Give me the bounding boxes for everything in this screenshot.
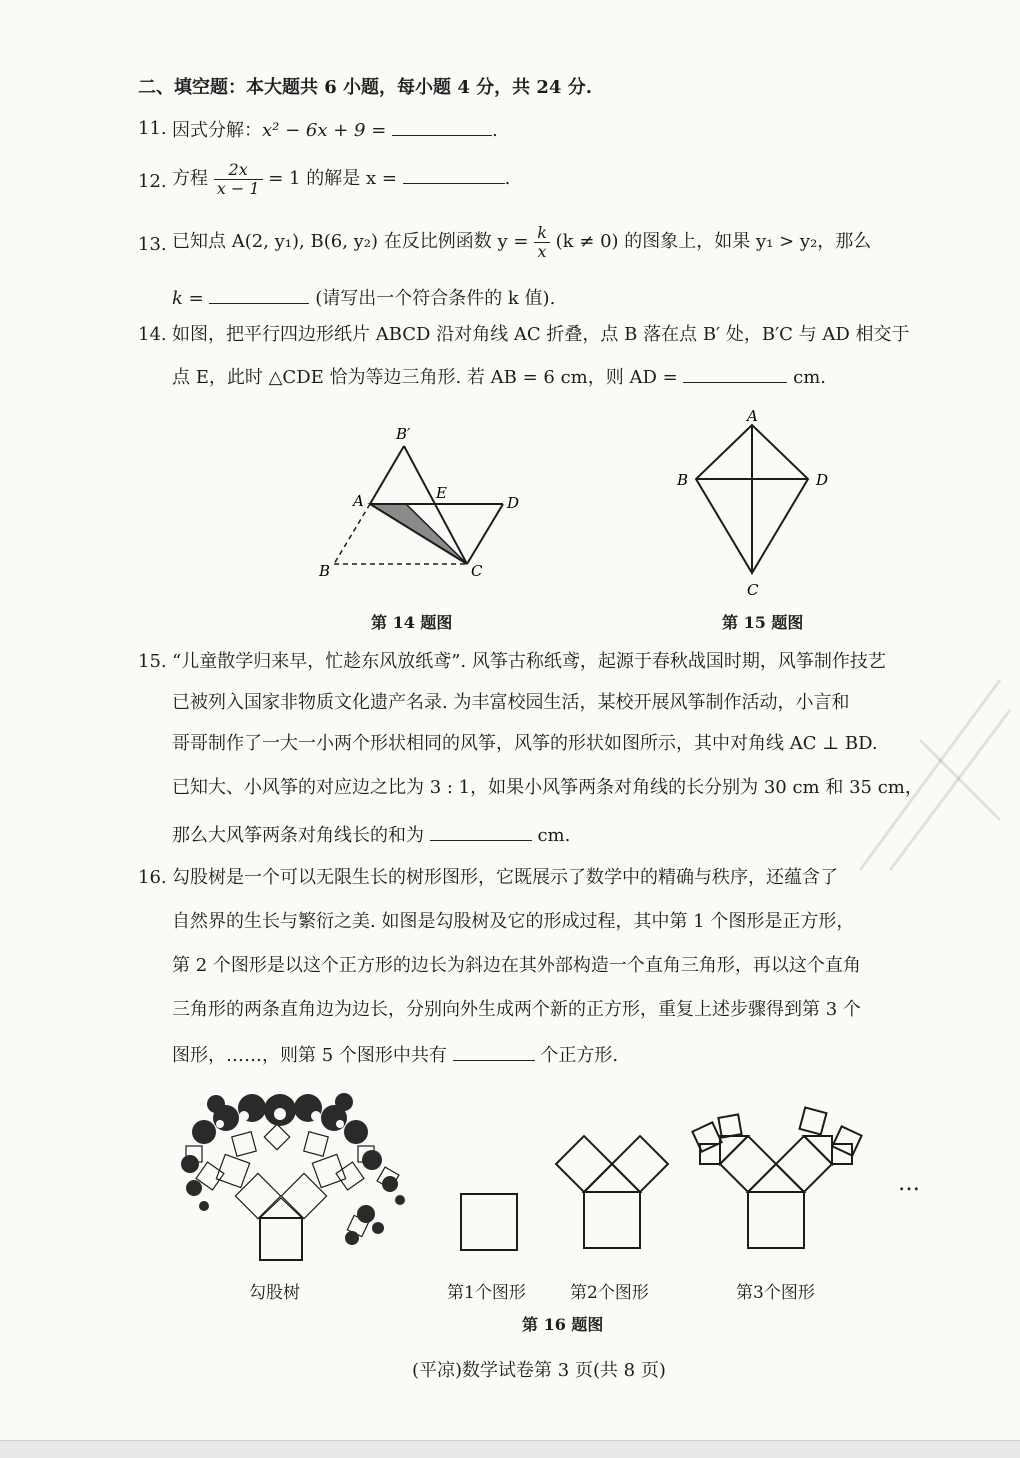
label-D: D bbox=[507, 494, 520, 512]
figure-14-diagram bbox=[300, 418, 550, 588]
q13-line1-end: (k ≠ 0) 的图象上，如果 y₁ > y₂，那么 bbox=[555, 231, 872, 252]
q14-unit: cm. bbox=[793, 367, 827, 388]
label-figure-1: 第1个图形 bbox=[447, 1283, 526, 1303]
q12-fraction-denominator: x − 1 bbox=[216, 178, 260, 198]
segment-DC bbox=[467, 504, 503, 564]
square-1 bbox=[461, 1194, 517, 1250]
viewer-bottom-bar bbox=[0, 1440, 1020, 1458]
q16-line5-text: 图形，……，则第 5 个图形中共有 bbox=[172, 1045, 447, 1066]
label-C: C bbox=[747, 581, 759, 599]
q16-answer-blank[interactable] bbox=[453, 1042, 535, 1061]
label-B: B bbox=[677, 471, 689, 489]
label-A: A bbox=[747, 407, 758, 425]
q14-line2-text: 点 E，此时 △CDE 恰为等边三角形. 若 AB = 6 cm，则 AD = bbox=[172, 367, 678, 388]
q12-prompt: 方程 bbox=[172, 168, 208, 189]
figure-2-shape bbox=[552, 1128, 672, 1260]
q16-number: 16. bbox=[138, 867, 167, 888]
page-footer: (平凉)数学试卷第 3 页(共 8 页) bbox=[412, 1360, 666, 1381]
q16-line5 bbox=[172, 1042, 618, 1068]
segment-AB-prime bbox=[370, 446, 404, 504]
label-pythagoras-tree: 勾股树 bbox=[249, 1283, 300, 1303]
q12-answer-blank[interactable] bbox=[403, 165, 505, 184]
q12-equation-tail: = 1 的解是 x = bbox=[268, 168, 397, 189]
q13-fraction-numerator: k bbox=[534, 224, 550, 243]
q15-line5 bbox=[172, 822, 570, 848]
label-B-prime: B′ bbox=[396, 425, 411, 443]
q14-answer-blank[interactable] bbox=[683, 364, 787, 383]
q13-instruction: (请写出一个符合条件的 k 值). bbox=[315, 288, 556, 309]
q16-line1: 勾股树是一个可以无限生长的树形图形，它既展示了数学中的精确与秩序，还蕴含了 bbox=[172, 867, 838, 888]
label-C: C bbox=[471, 562, 483, 580]
label-D: D bbox=[816, 471, 829, 489]
q16-line4: 三角形的两条直角边为边长，分别向外生成两个新的正方形，重复上述步骤得到第 3 个 bbox=[172, 999, 861, 1020]
q13-line1-start: 已知点 A(2, y₁), B(6, y₂) 在反比例函数 y = bbox=[172, 231, 529, 252]
pythagoras-tree-image bbox=[180, 1088, 425, 1273]
q13-answer-blank[interactable] bbox=[209, 285, 309, 304]
q15-line4: 已知大、小风筝的对应边之比为 3 : 1，如果小风筝两条对角线的长分别为 30 cm 和 35 cm， bbox=[172, 777, 923, 798]
q15-number: 15. bbox=[138, 651, 167, 672]
q15-unit: cm. bbox=[537, 825, 571, 846]
ellipsis: … bbox=[898, 1171, 920, 1196]
label-figure-3: 第3个图形 bbox=[736, 1283, 815, 1303]
q15-line3: 哥哥制作了一大一小两个形状相同的风筝，风筝的形状如图所示，其中对角线 AC ⊥ BD. bbox=[172, 733, 878, 754]
q11-prompt: 因式分解： bbox=[172, 120, 262, 141]
q13-number: 13. bbox=[138, 234, 167, 255]
label-B: B bbox=[319, 562, 331, 580]
figure-3-shape bbox=[690, 1100, 870, 1260]
figure-16-caption: 第 16 题图 bbox=[522, 1315, 604, 1334]
figure-15-caption: 第 15 题图 bbox=[722, 613, 804, 632]
q14-number: 14. bbox=[138, 324, 167, 345]
q13-line1 bbox=[172, 220, 871, 264]
figure-14-caption: 第 14 题图 bbox=[371, 613, 453, 632]
q12-fraction bbox=[214, 161, 263, 198]
q12-fraction-numerator: 2x bbox=[214, 161, 263, 180]
q14-line2 bbox=[172, 364, 826, 390]
section-heading: 二、填空题：本大题共 6 小题，每小题 4 分，共 24 分. bbox=[138, 77, 592, 98]
q16-line5-end: 个正方形. bbox=[540, 1045, 619, 1066]
q13-fraction-denominator: x bbox=[537, 241, 547, 261]
label-A: A bbox=[353, 492, 364, 510]
segment-AC bbox=[370, 504, 467, 564]
bleed-through-text bbox=[610, 76, 627, 101]
segment-AB-dashed bbox=[334, 504, 370, 564]
q11-answer-blank[interactable] bbox=[392, 117, 492, 136]
q12-number: 12. bbox=[138, 171, 167, 192]
q15-answer-blank[interactable] bbox=[430, 822, 532, 841]
q12-period: . bbox=[504, 168, 511, 189]
q14-line1: 如图，把平行四边形纸片 ABCD 沿对角线 AC 折叠，点 B 落在点 B′ 处，B′C 与 AD 相交于 bbox=[172, 324, 910, 345]
q11-expression: x² − 6x + 9 = bbox=[262, 120, 387, 141]
figure-15-diagram bbox=[670, 405, 840, 605]
label-figure-2: 第2个图形 bbox=[570, 1283, 649, 1303]
q11-period: . bbox=[492, 120, 498, 141]
q11-text bbox=[172, 117, 498, 143]
q12-text bbox=[172, 157, 510, 201]
q15-line5-text: 那么大风筝两条对角线长的和为 bbox=[172, 825, 424, 846]
q13-k-label: k = bbox=[172, 288, 204, 309]
q15-line2: 已被列入国家非物质文化遗产名录. 为丰富校园生活，某校开展风筝制作活动，小言和 bbox=[172, 692, 850, 713]
q16-line2: 自然界的生长与繁衍之美. 如图是勾股树及它的形成过程，其中第 1 个图形是正方形， bbox=[172, 911, 855, 932]
q15-line1: “儿童散学归来早，忙趁东风放纸鸢”. 风筝古称纸鸢，起源于春秋战国时期，风筝制作技艺 bbox=[172, 651, 886, 672]
q11-number: 11. bbox=[138, 118, 167, 139]
label-E: E bbox=[436, 484, 447, 502]
q13-fraction bbox=[534, 224, 550, 261]
q16-line3: 第 2 个图形是以这个正方形的边长为斜边在其外部构造一个直角三角形，再以这个直角 bbox=[172, 955, 861, 976]
q13-line2 bbox=[172, 285, 555, 311]
figure-1-square bbox=[455, 1188, 525, 1258]
